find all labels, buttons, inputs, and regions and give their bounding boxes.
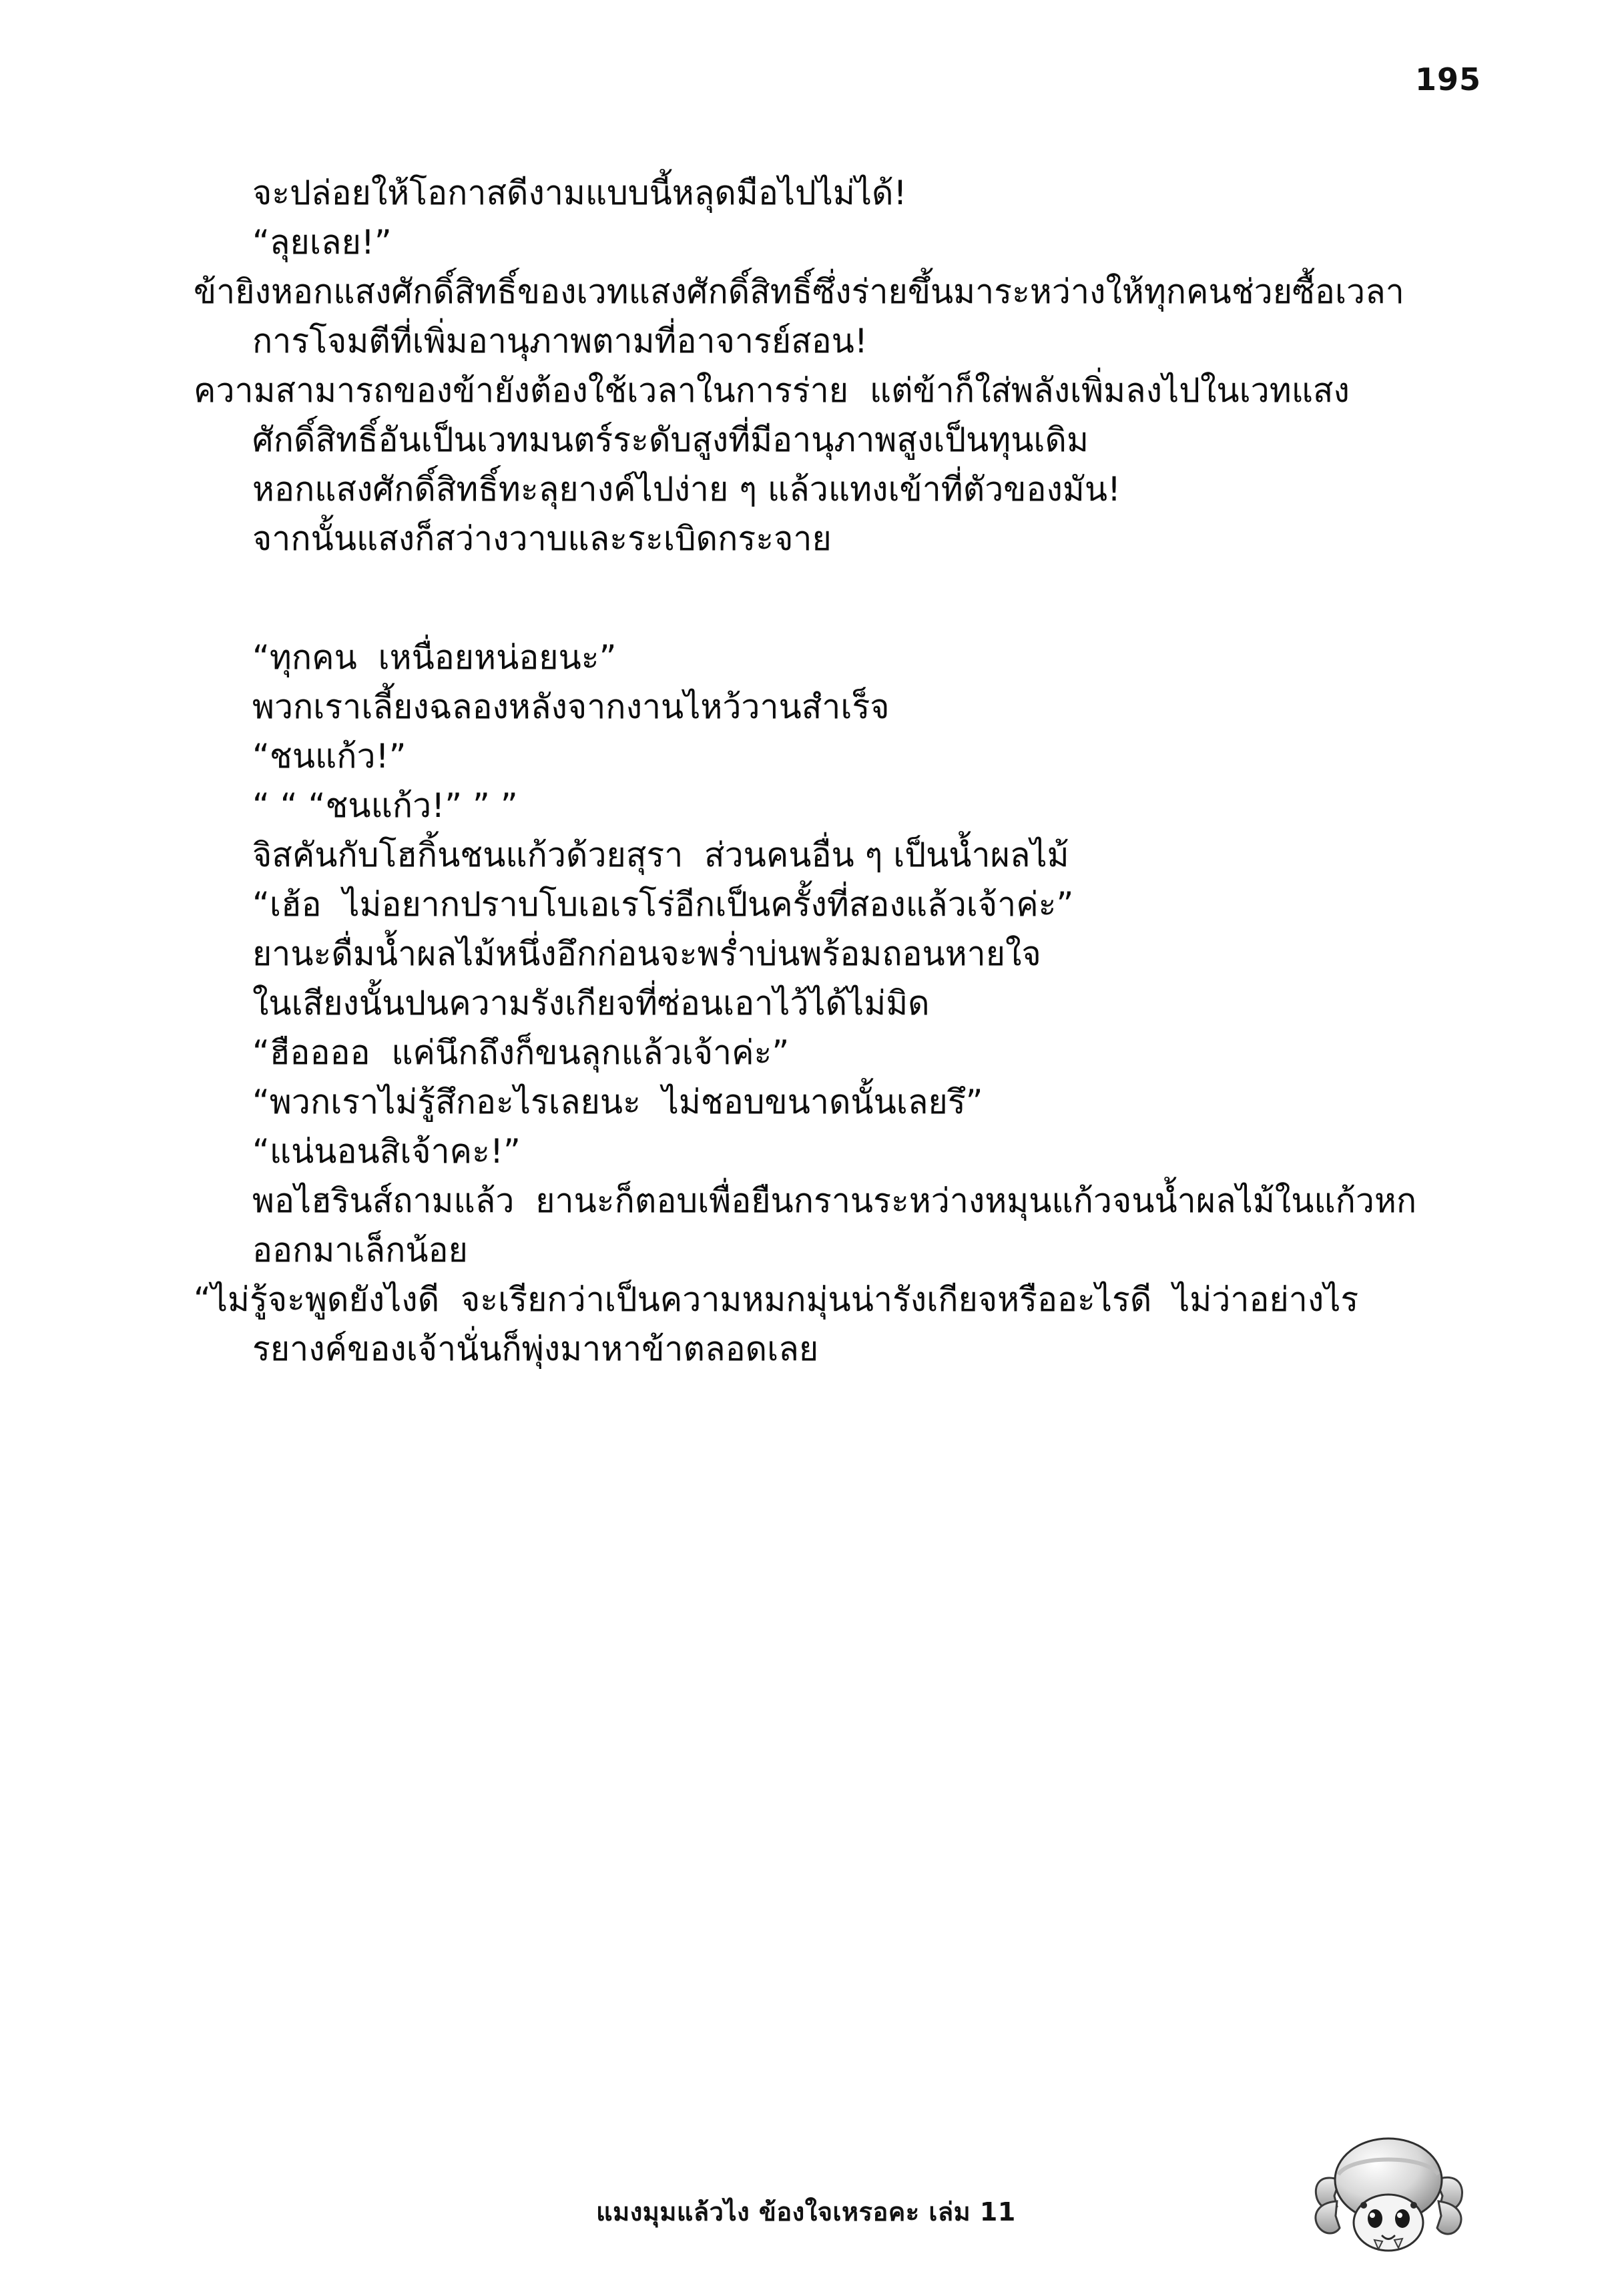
body-paragraph: ข้ายิงหอกแสงศักดิ์สิทธิ์ของเวทแสงศักดิ์สิทธิ์ซึ่งร่ายขึ้นมาระหว่างให้ทุกคนช่วยซื้อเวลา [194, 272, 1404, 311]
body-paragraph: ยานะดื่มน้ำผลไม้หนึ่งอึกก่อนจะพร่ำบ่นพร้อมถอนหายใจ [252, 934, 1041, 973]
paragraph-spacer [194, 563, 1422, 633]
body-paragraph: “ทุกคน เหนื่อยหน่อยนะ” [252, 638, 617, 677]
body-paragraph: จากนั้นแสงก็สว่างวาบและระเบิดกระจาย [252, 519, 832, 558]
body-paragraph: “ไม่รู้จะพูดยังไงดี จะเรียกว่าเป็นความหมกมุ่นน่ารังเกียจหรืออะไรดี ไม่ว่าอย่างไร รยางค์ของเจ้านั่นก็พุ่งมาหาข้าตลอดเลย [194, 1280, 1380, 1368]
body-paragraph: “เฮ้อ ไม่อยากปราบโบเอเรโร่อีกเป็นครั้งที่สองแล้วเจ้าค่ะ” [252, 885, 1074, 924]
spider-mascot-icon [1305, 2116, 1472, 2269]
body-paragraph: หอกแสงศักดิ์สิทธิ์ทะลุยางค์ไปง่าย ๆ แล้วแทงเข้าที่ตัวของมัน! [252, 470, 1121, 509]
body-paragraph: “ลุยเลย!” [252, 223, 392, 262]
page-body [194, 168, 1422, 1374]
body-paragraph: จะปล่อยให้โอกาสดีงามแบบนี้หลุดมือไปไม่ได้! [252, 174, 907, 212]
body-paragraph: จิสคันกับโฮกิ้นชนแก้วด้วยสุรา ส่วนคนอื่น ๆ เป็นน้ำผลไม้ [252, 836, 1069, 874]
body-paragraph: “พวกเราไม่รู้สึกอะไรเลยนะ ไม่ชอบขนาดนั้นเลยรึ” [252, 1083, 983, 1121]
body-paragraph: พวกเราเลี้ยงฉลองหลังจากงานไหว้วานสำเร็จ [252, 687, 890, 726]
body-paragraph: “ชนแก้ว!” [252, 737, 407, 776]
body-paragraph: “ “ “ชนแก้ว!” ” ” [252, 786, 518, 825]
page-number: 195 [1414, 61, 1481, 97]
body-paragraph: การโจมตีที่เพิ่มอานุภาพตามที่อาจารย์สอน! [252, 322, 868, 360]
body-paragraph: “ฮืออออ แค่นึกถึงก็ขนลุกแล้วเจ้าค่ะ” [252, 1033, 790, 1072]
body-paragraph: พอไฮรินส์ถามแล้ว ยานะก็ตอบเพื่อยืนกรานระหว่างหมุนแก้วจนน้ำผลไม้ในแก้วหกออกมาเล็กน้อย [252, 1181, 1417, 1269]
footer-title: แมงมุมแล้วไง ข้องใจเหรอคะ เล่ม 11 [596, 2197, 1016, 2227]
body-paragraph: ความสามารถของข้ายังต้องใช้เวลาในการร่าย แต่ข้าก็ใส่พลังเพิ่มลงไปในเวทแสงศักดิ์สิทธิ์อันเป็นเวทมนตร์ระดับสูงที่มีอานุภาพสูงเป็นทุนเดิม [194, 371, 1350, 459]
body-paragraph: ในเสียงนั้นปนความรังเกียจที่ซ่อนเอาไว้ได้ไม่มิด [252, 984, 930, 1023]
body-paragraph: “แน่นอนสิเจ้าคะ!” [252, 1132, 521, 1171]
